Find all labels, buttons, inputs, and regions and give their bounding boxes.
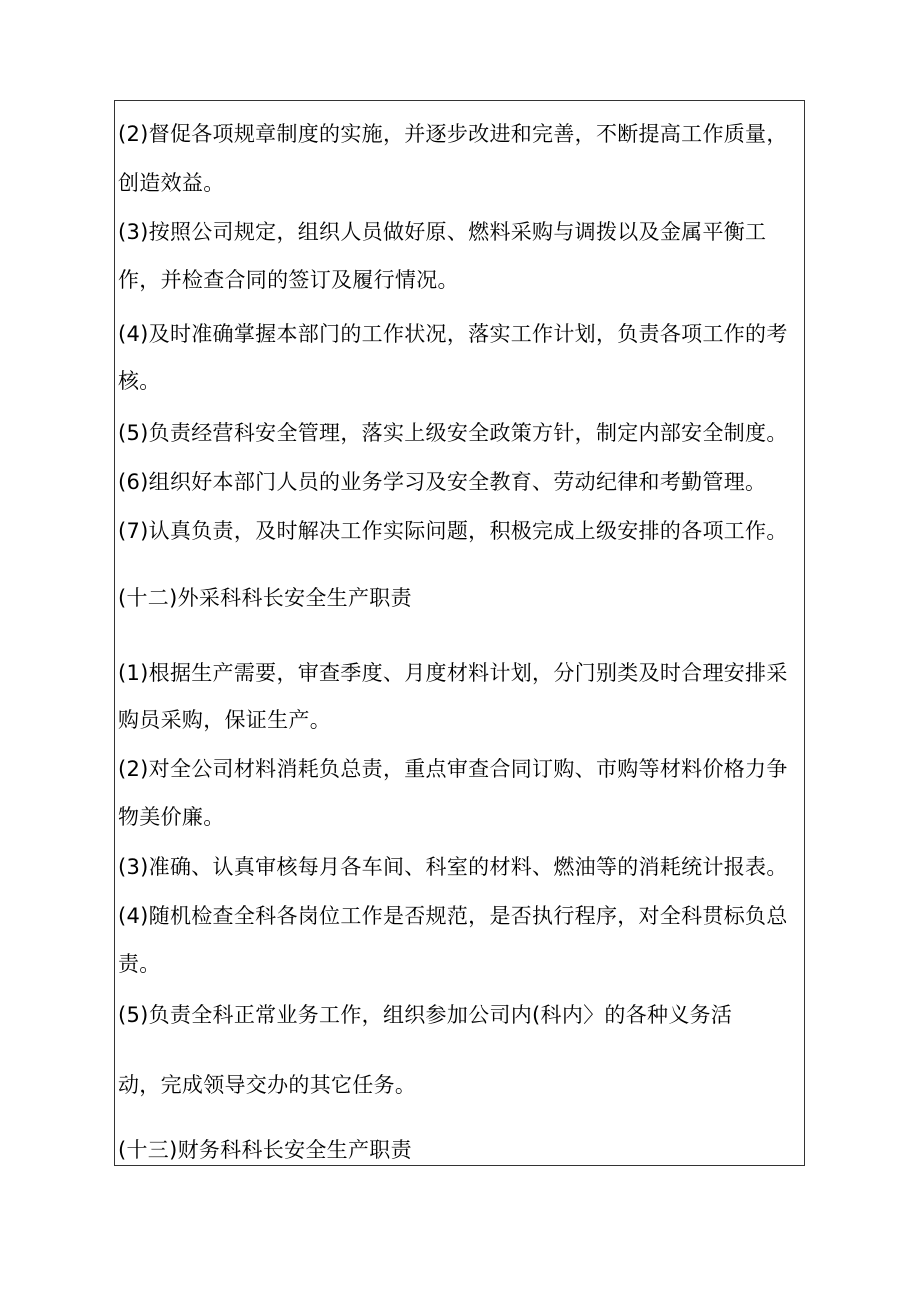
text-line: (7)认真负责，及时解决工作实际问题，积极完成上级安排的各项工作。 xyxy=(118,519,788,543)
text-line: 责。 xyxy=(118,952,161,976)
text-line: (1)根据生产需要，审查季度、月度材料计划，分门别类及时合理安排采 xyxy=(118,661,788,685)
text-line: (3)准确、认真审核每月各车间、科室的材料、燃油等的消耗统计报表。 xyxy=(118,855,788,879)
text-line: (3)按照公司规定，组织人员做好原、燃料采购与调拨以及金属平衡工 xyxy=(118,220,767,244)
text-line: (6)组织好本部门人员的业务学习及安全教育、劳动纪律和考勤管理。 xyxy=(118,470,767,494)
section-heading: (十三)财务科科长安全生产职责 xyxy=(118,1138,412,1162)
text-line: (2)督促各项规章制度的实施，并逐步改进和完善，不断提高工作质量， xyxy=(118,122,788,146)
text-line: (4)及时准确掌握本部门的工作状况，落实工作计划，负责各项工作的考 xyxy=(118,322,788,346)
text-line: 作，并检查合同的签订及履行情况。 xyxy=(118,268,459,292)
text-line: (4)随机检查全科各岗位工作是否规范，是否执行程序，对全科贯标负总 xyxy=(118,904,788,928)
text-line: 动，完成领导交办的其它任务。 xyxy=(118,1073,417,1097)
section-heading: (十二)外采科科长安全生产职责 xyxy=(118,586,412,610)
text-line: 物美价廉。 xyxy=(118,805,225,829)
text-line: (2)对全公司材料消耗负总责，重点审查合同订购、市购等材料价格力争 xyxy=(118,757,788,781)
text-line: 购员采购，保证生产。 xyxy=(118,708,331,732)
text-line: (5)负责经营科安全管理，落实上级安全政策方针，制定内部安全制度。 xyxy=(118,421,788,445)
text-line: 核。 xyxy=(118,369,161,393)
text-line: 创造效益。 xyxy=(118,171,225,195)
text-line: (5)负责全科正常业务工作，组织参加公司内(科内〉的各种义务活 xyxy=(118,1003,733,1027)
